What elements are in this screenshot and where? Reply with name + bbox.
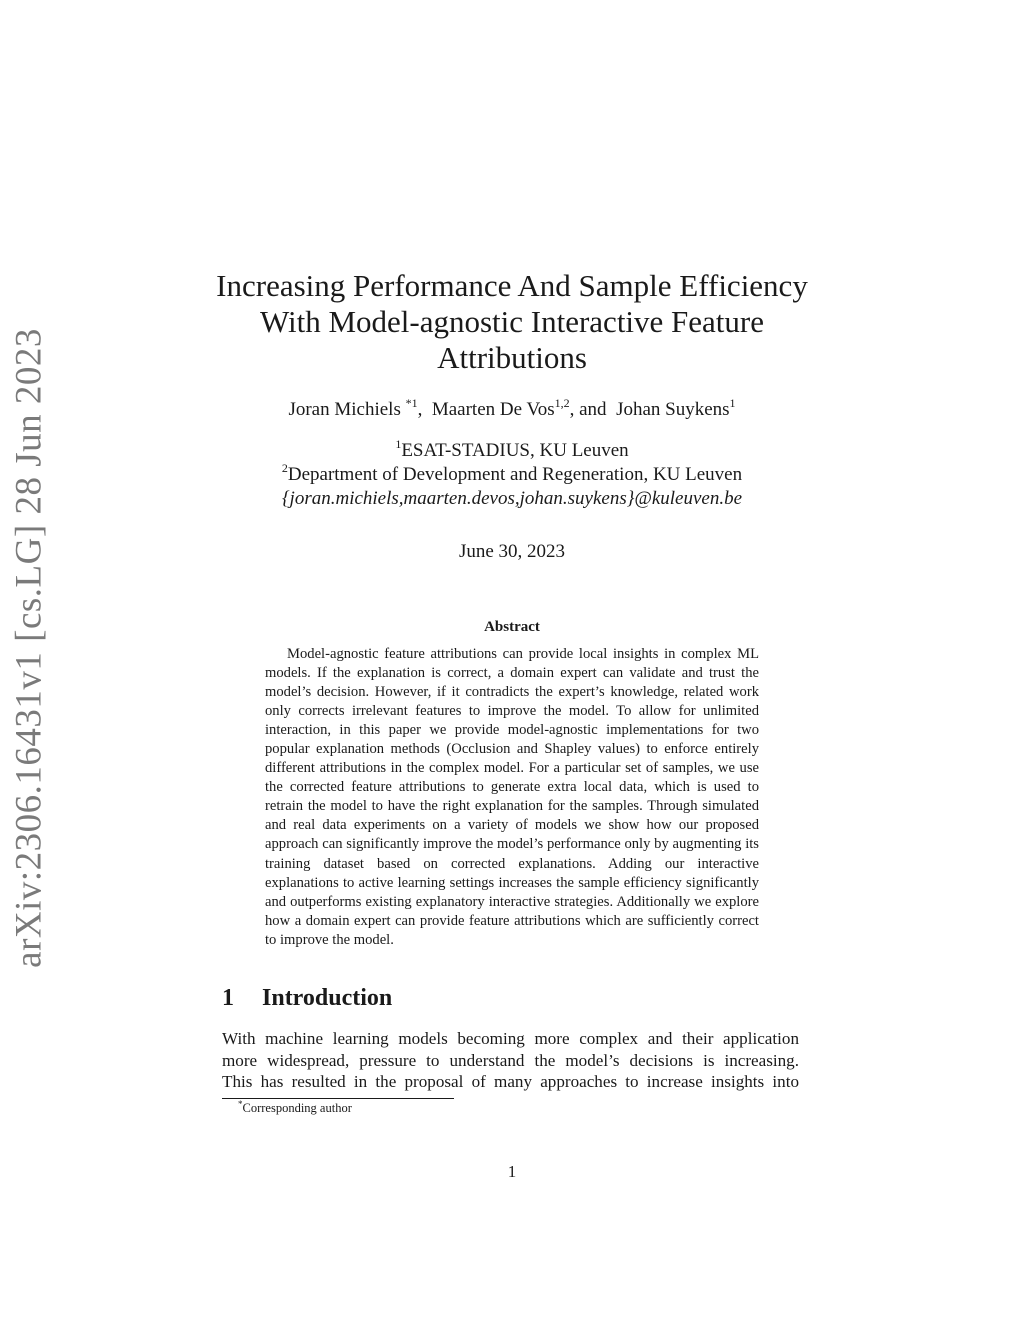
affiliations [150, 439, 874, 511]
author-separator: , [417, 399, 432, 420]
section-heading-introduction [222, 985, 392, 1012]
author-affiliation-mark: *1 [405, 396, 418, 410]
footnote [238, 1101, 352, 1116]
page-number: 1 [507, 1162, 517, 1181]
author-name: Johan Suykens [616, 399, 730, 420]
affiliation-mark: 2 [281, 461, 288, 475]
paragraph-line: This has resulted in the proposal of many approaches to increase insights into [222, 1072, 799, 1092]
paragraph-line: more widespread, pressure to understand the model’s decisions is increasing. [222, 1050, 799, 1070]
introduction-paragraph [222, 1028, 799, 1093]
footnote-mark: * [238, 1099, 243, 1109]
affiliation-1 [150, 439, 874, 463]
author-emails: {joran.michiels,maarten.devos,johan.suykens}@kuleuven.be [281, 488, 743, 509]
affiliation-2 [150, 463, 874, 487]
abstract-body: Model-agnostic feature attributions can provide local insights in complex ML models. If the explanation is correct, a domain expert can validate and trust the model’s decision. However, if it contradicts the expert’s knowledge, related work only corrects irrelevant features to improve the model. To allow for unlimited interaction, in this paper we provide model-agnostic implementations for two popular explanation methods (Occlusion and Shapley values) to enforce entirely different attributions in the complex model. For a particular set of samples, we use the corrected feature attributions to generate extra local data, which is used to retrain the model to have the right explanation for the samples. Through simulated and real data experiments on a variety of models we show how our proposed approach can significantly improve the model’s performance only by augmenting its training dataset based on corrected explanations. Adding our interactive explanations to active learning settings increases the sample efficiency significantly and outperforms existing explanatory interactive strategies. Additionally we explore how a domain expert can provide feature attributions which are sufficiently correct to improve the model. [265, 646, 759, 948]
arxiv-identifier-stamp: arXiv:2306.16431v1 [cs.LG] 28 Jun 2023 [8, 328, 50, 968]
abstract-heading: Abstract [484, 619, 540, 635]
title-line-2: With Model-agnostic Interactive Feature [259, 304, 765, 339]
author-list [150, 398, 874, 422]
paper-title [150, 268, 874, 376]
title-line-1: Increasing Performance And Sample Efficiency [216, 268, 808, 303]
paragraph-line: With machine learning models becoming more complex and their application [222, 1029, 799, 1048]
author-name: Joran Michiels [288, 399, 406, 420]
section-number: 1 [222, 985, 234, 1011]
title-line-3: Attributions [437, 340, 587, 375]
author-separator: , and [569, 399, 617, 420]
affiliation-text: Department of Development and Regeneration, KU Leuven [287, 464, 743, 485]
publication-date: June 30, 2023 [458, 541, 566, 562]
footnote-divider [222, 1098, 454, 1099]
author-name: Maarten De Vos [431, 399, 555, 420]
affiliation-text: ESAT-STADIUS, KU Leuven [401, 440, 629, 461]
author-affiliation-mark: 1,2 [554, 396, 570, 410]
affiliation-mark: 1 [395, 437, 402, 451]
section-title: Introduction [262, 985, 393, 1011]
footnote-text: Corresponding author [242, 1101, 352, 1115]
author-affiliation-mark: 1 [729, 396, 736, 410]
